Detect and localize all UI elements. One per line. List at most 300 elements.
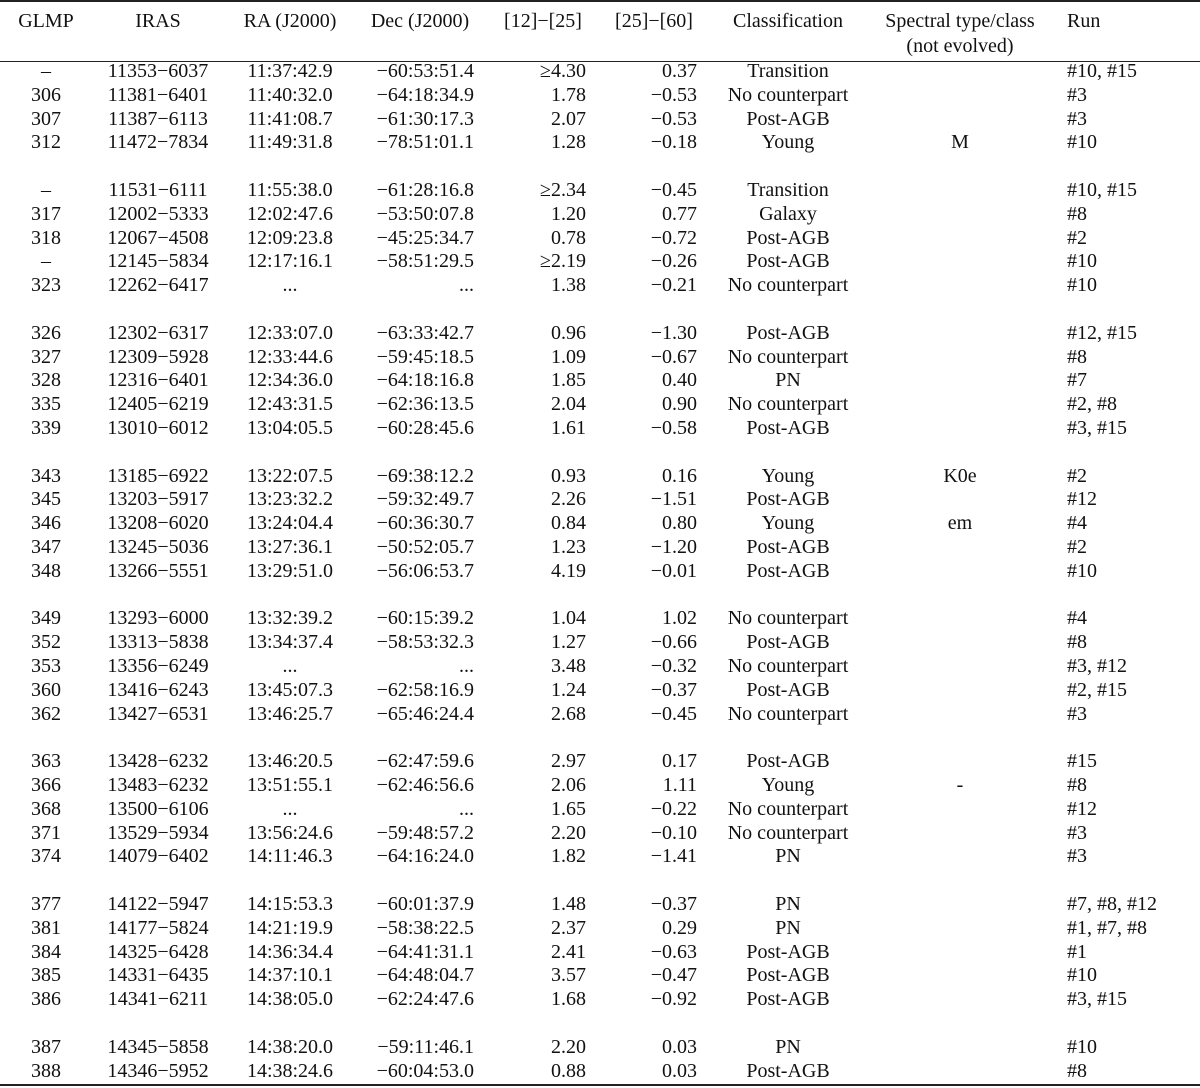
header-spectral-type: Spectral type/class [885, 10, 1035, 32]
classification-cell: Young [761, 464, 815, 487]
color-25-60-cell: −1.30 [650, 321, 697, 344]
run-cell: #3 [1067, 702, 1087, 725]
run-cell: #10, #15 [1067, 60, 1137, 82]
spectral-type-cell: K0e [943, 464, 977, 487]
dec-cell: −65:46:24.4 [376, 702, 474, 725]
glmp-cell: 343 [31, 464, 61, 487]
color-25-60-cell: 1.02 [662, 607, 697, 630]
glmp-cell: 352 [31, 631, 61, 654]
color-25-60-cell: −0.47 [650, 964, 697, 987]
iras-cell: 13428−6232 [107, 750, 209, 773]
iras-cell: 12067−4508 [107, 226, 209, 249]
color-12-25-cell: 1.20 [551, 202, 586, 225]
color-12-25-cell: 0.88 [551, 1059, 586, 1082]
classification-cell: Post-AGB [746, 1059, 830, 1082]
color-25-60-cell: 0.37 [662, 60, 697, 82]
ra-cell: ... [282, 655, 298, 677]
ra-cell: 14:15:53.3 [246, 893, 334, 915]
run-cell: #3 [1067, 845, 1087, 868]
run-cell: #8 [1067, 774, 1087, 796]
classification-cell: No counterpart [727, 702, 849, 725]
ra-cell: ... [282, 797, 298, 820]
ra-cell: 11:55:38.0 [247, 179, 333, 201]
color-12-25-cell: 4.19 [551, 559, 586, 582]
iras-cell: 13010−6012 [107, 417, 209, 439]
classification-cell: PN [775, 845, 801, 868]
classification-cell: Post-AGB [746, 559, 830, 582]
classification-cell: Transition [747, 179, 829, 201]
color-12-25-cell: 3.57 [551, 964, 586, 987]
classification-cell: Post-AGB [746, 988, 830, 1011]
glmp-cell: 326 [31, 321, 61, 344]
classification-cell: Post-AGB [746, 488, 830, 511]
color-25-60-cell: −0.66 [650, 631, 697, 654]
iras-cell: 14177−5824 [107, 916, 209, 939]
classification-cell: Post-AGB [746, 940, 830, 963]
ra-cell: 12:33:07.0 [246, 321, 334, 344]
color-12-25-cell: 2.20 [551, 821, 586, 844]
color-25-60-cell: −0.32 [650, 655, 697, 677]
iras-cell: 12302−6317 [107, 321, 209, 344]
dec-cell: −63:33:42.7 [376, 321, 474, 344]
iras-cell: 13483−6232 [107, 774, 209, 796]
run-cell: #12 [1067, 797, 1097, 820]
iras-cell: 13245−5036 [107, 536, 209, 558]
glmp-cell: 362 [31, 702, 61, 725]
iras-cell: 14341−6211 [107, 988, 209, 1011]
color-25-60-cell: −1.51 [650, 488, 697, 511]
iras-cell: 13185−6922 [107, 464, 209, 487]
classification-cell: Post-AGB [746, 250, 830, 273]
iras-cell: 14079−6402 [107, 845, 209, 868]
glmp-cell: 312 [31, 131, 61, 154]
color-12-25-cell: 1.85 [551, 369, 586, 392]
run-cell: #2, #8 [1067, 393, 1117, 416]
ra-cell: 13:45:07.3 [246, 678, 334, 701]
glmp-cell: 360 [31, 678, 61, 701]
color-25-60-cell: 0.16 [662, 464, 697, 487]
ra-cell: 13:46:20.5 [246, 750, 334, 773]
glmp-cell: 347 [31, 536, 61, 558]
dec-cell: −61:28:16.8 [376, 179, 474, 201]
iras-cell: 12309−5928 [107, 345, 209, 368]
dec-cell: −53:50:07.8 [376, 202, 474, 225]
ra-cell: 12:09:23.8 [246, 226, 334, 249]
glmp-cell: – [41, 179, 51, 201]
dec-cell: −64:16:24.0 [376, 845, 474, 868]
run-cell: #8 [1067, 1059, 1087, 1082]
ra-cell: 14:38:20.0 [246, 1035, 334, 1058]
run-cell: #8 [1067, 345, 1087, 368]
color-25-60-cell: −0.63 [650, 940, 697, 963]
classification-cell: No counterpart [727, 607, 849, 630]
color-25-60-cell: −0.18 [650, 131, 697, 154]
ra-cell: 13:51:55.1 [246, 774, 334, 796]
run-cell: #10 [1067, 274, 1097, 297]
top-rule [0, 0, 1200, 2]
iras-cell: 12405−6219 [107, 393, 209, 416]
glmp-cell: 386 [31, 988, 61, 1011]
color-12-25-cell: 1.78 [551, 83, 586, 106]
ra-cell: 12:43:31.5 [246, 393, 334, 416]
ra-cell: 13:23:32.2 [246, 488, 334, 511]
glmp-cell: – [41, 250, 51, 273]
color-12-25-cell: 1.38 [551, 274, 586, 297]
dec-cell: −62:24:47.6 [376, 988, 474, 1011]
iras-cell: 11387−6113 [108, 107, 208, 130]
glmp-cell: 317 [31, 202, 61, 225]
color-25-60-cell: 0.29 [662, 916, 697, 939]
run-cell: #1 [1067, 940, 1087, 963]
color-12-25-cell: 1.04 [551, 607, 586, 630]
run-cell: #10 [1067, 964, 1097, 987]
color-25-60-cell: 0.17 [662, 750, 697, 773]
classification-cell: Post-AGB [746, 226, 830, 249]
glmp-cell: 381 [31, 916, 61, 939]
header-25-60: [25]−[60] [615, 10, 693, 32]
color-12-25-cell: 2.07 [551, 107, 586, 130]
glmp-cell: 384 [31, 940, 61, 963]
iras-cell: 11472−7834 [107, 131, 209, 154]
glmp-cell: 387 [31, 1035, 61, 1058]
glmp-cell: 346 [31, 512, 61, 535]
glmp-cell: 368 [31, 797, 61, 820]
ra-cell: 13:32:39.2 [246, 607, 334, 630]
iras-cell: 11531−6111 [108, 179, 208, 201]
color-25-60-cell: 0.40 [662, 369, 697, 392]
glmp-cell: 327 [31, 345, 61, 368]
run-cell: #3 [1067, 83, 1087, 106]
header-glmp: GLMP [18, 10, 74, 32]
ra-cell: 11:49:31.8 [247, 131, 333, 154]
glmp-cell: – [41, 60, 51, 82]
color-12-25-cell: 2.04 [551, 393, 586, 416]
color-25-60-cell: −1.41 [650, 845, 697, 868]
classification-cell: Transition [747, 60, 829, 82]
classification-cell: No counterpart [727, 797, 849, 820]
header-run: Run [1067, 10, 1101, 32]
iras-cell: 12145−5834 [107, 250, 209, 273]
dec-cell: −64:18:16.8 [376, 369, 474, 392]
glmp-cell: 345 [31, 488, 61, 511]
iras-cell: 13313−5838 [107, 631, 209, 654]
run-cell: #12, #15 [1067, 321, 1137, 344]
color-12-25-cell: 1.23 [551, 536, 586, 558]
color-12-25-cell: 1.24 [551, 678, 586, 701]
glmp-cell: 307 [31, 107, 61, 130]
iras-cell: 12002−5333 [107, 202, 209, 225]
color-25-60-cell: −0.53 [650, 107, 697, 130]
classification-cell: Post-AGB [746, 417, 830, 439]
color-12-25-cell: ≥2.19 [540, 250, 586, 273]
ra-cell: 11:41:08.7 [247, 107, 333, 130]
iras-cell: 11353−6037 [107, 60, 209, 82]
glmp-cell: 353 [31, 655, 61, 677]
dec-cell: −64:48:04.7 [376, 964, 474, 987]
color-12-25-cell: 0.96 [551, 321, 586, 344]
iras-cell: 12316−6401 [107, 369, 209, 392]
iras-cell: 14122−5947 [107, 893, 209, 915]
iras-cell: 13529−5934 [107, 821, 209, 844]
color-12-25-cell: 1.28 [551, 131, 586, 154]
dec-cell: −78:51:01.1 [376, 131, 474, 154]
ra-cell: 14:38:05.0 [246, 988, 334, 1011]
color-12-25-cell: 2.97 [551, 750, 586, 773]
glmp-cell: 388 [31, 1059, 61, 1082]
color-25-60-cell: −0.22 [650, 797, 697, 820]
dec-cell: ... [459, 797, 474, 820]
ra-cell: 11:40:32.0 [247, 83, 333, 106]
color-12-25-cell: 3.48 [551, 655, 586, 677]
ra-cell: 13:46:25.7 [246, 702, 334, 725]
classification-cell: Galaxy [759, 202, 817, 225]
iras-cell: 13293−6000 [107, 607, 209, 630]
ra-cell: 12:33:44.6 [246, 345, 334, 368]
color-12-25-cell: 1.09 [551, 345, 586, 368]
classification-cell: Post-AGB [746, 631, 830, 654]
color-12-25-cell: 0.93 [551, 464, 586, 487]
glmp-cell: 366 [31, 774, 61, 796]
color-25-60-cell: −0.01 [650, 559, 697, 582]
classification-cell: PN [775, 916, 801, 939]
color-12-25-cell: 0.78 [551, 226, 586, 249]
color-12-25-cell: 1.27 [551, 631, 586, 654]
color-25-60-cell: −0.67 [650, 345, 697, 368]
run-cell: #2 [1067, 226, 1087, 249]
color-25-60-cell: −1.20 [650, 536, 697, 558]
dec-cell: −64:41:31.1 [376, 940, 474, 963]
classification-cell: No counterpart [727, 821, 849, 844]
color-25-60-cell: 0.90 [662, 393, 697, 416]
glmp-cell: 328 [31, 369, 61, 392]
color-12-25-cell: ≥4.30 [540, 60, 586, 82]
dec-cell: −59:48:57.2 [376, 821, 474, 844]
run-cell: #3 [1067, 821, 1087, 844]
dec-cell: −56:06:53.7 [376, 559, 474, 582]
classification-cell: PN [775, 369, 801, 392]
bottom-rule [0, 1084, 1200, 1086]
classification-cell: Young [761, 131, 815, 154]
dec-cell: −61:30:17.3 [376, 107, 474, 130]
iras-cell: 14325−6428 [107, 940, 209, 963]
color-12-25-cell: 1.65 [551, 797, 586, 820]
glmp-cell: 374 [31, 845, 61, 868]
ra-cell: 13:24:04.4 [246, 512, 334, 535]
ra-cell: 13:29:51.0 [246, 559, 334, 582]
color-12-25-cell: 2.06 [551, 774, 586, 796]
glmp-cell: 363 [31, 750, 61, 773]
glmp-cell: 339 [31, 417, 61, 439]
glmp-cell: 349 [31, 607, 61, 630]
run-cell: #10 [1067, 250, 1097, 273]
color-25-60-cell: 1.11 [662, 774, 697, 796]
classification-cell: No counterpart [727, 274, 849, 297]
color-12-25-cell: 2.20 [551, 1035, 586, 1058]
run-cell: #10 [1067, 131, 1097, 154]
run-cell: #3, #15 [1067, 417, 1127, 439]
dec-cell: −45:25:34.7 [376, 226, 474, 249]
dec-cell: −62:58:16.9 [376, 678, 474, 701]
iras-cell: 13427−6531 [107, 702, 209, 725]
classification-cell: Post-AGB [746, 678, 830, 701]
run-cell: #4 [1067, 512, 1087, 535]
iras-cell: 14346−5952 [107, 1059, 209, 1082]
color-25-60-cell: 0.03 [662, 1035, 697, 1058]
run-cell: #7 [1067, 369, 1087, 392]
color-12-25-cell: 2.26 [551, 488, 586, 511]
ra-cell: 14:11:46.3 [247, 845, 333, 868]
glmp-cell: 348 [31, 559, 61, 582]
dec-cell: −60:04:53.0 [376, 1059, 474, 1082]
run-cell: #10, #15 [1067, 179, 1137, 201]
ra-cell: 14:21:19.9 [246, 916, 334, 939]
iras-cell: 13356−6249 [107, 655, 209, 677]
classification-cell: No counterpart [727, 655, 849, 677]
header-iras: IRAS [135, 10, 181, 32]
color-12-25-cell: 1.48 [551, 893, 586, 915]
dec-cell: −62:46:56.6 [376, 774, 474, 796]
color-25-60-cell: −0.45 [650, 702, 697, 725]
run-cell: #3, #15 [1067, 988, 1127, 1011]
dec-cell: −60:53:51.4 [376, 60, 474, 82]
ra-cell: 13:22:07.5 [246, 464, 334, 487]
color-12-25-cell: 2.37 [551, 916, 586, 939]
ra-cell: 13:56:24.6 [246, 821, 334, 844]
color-12-25-cell: 1.61 [551, 417, 586, 439]
classification-cell: Post-AGB [746, 964, 830, 987]
glmp-cell: 385 [31, 964, 61, 987]
dec-cell: −69:38:12.2 [376, 464, 474, 487]
ra-cell: ... [282, 274, 298, 297]
ra-cell: 13:04:05.5 [246, 417, 334, 439]
color-25-60-cell: −0.45 [650, 179, 697, 201]
dec-cell: −59:11:46.1 [377, 1035, 474, 1058]
spectral-type-cell: M [951, 131, 969, 154]
iras-cell: 13208−6020 [107, 512, 209, 535]
run-cell: #4 [1067, 607, 1087, 630]
run-cell: #7, #8, #12 [1067, 893, 1157, 915]
glmp-cell: 318 [31, 226, 61, 249]
iras-cell: 13203−5917 [107, 488, 209, 511]
iras-cell: 13416−6243 [107, 678, 209, 701]
glmp-cell: 335 [31, 393, 61, 416]
run-cell: #8 [1067, 631, 1087, 654]
spectral-type-cell: em [947, 512, 973, 535]
iras-cell: 14331−6435 [107, 964, 209, 987]
header-12-25: [12]−[25] [504, 10, 582, 32]
dec-cell: ... [459, 274, 474, 297]
ra-cell: 13:34:37.4 [246, 631, 334, 654]
spectral-type-cell: - [956, 774, 964, 796]
run-cell: #3 [1067, 107, 1087, 130]
color-25-60-cell: −0.58 [650, 417, 697, 439]
glmp-cell: 323 [31, 274, 61, 297]
run-cell: #10 [1067, 1035, 1097, 1058]
color-25-60-cell: −0.53 [650, 83, 697, 106]
ra-cell: 14:36:34.4 [246, 940, 334, 963]
run-cell: #12 [1067, 488, 1097, 511]
header-dec: Dec (J2000) [370, 10, 470, 32]
dec-cell: −50:52:05.7 [376, 536, 474, 558]
ra-cell: 12:17:16.1 [246, 250, 334, 273]
run-cell: #2 [1067, 464, 1087, 487]
classification-cell: No counterpart [727, 393, 849, 416]
dec-cell: −64:18:34.9 [376, 83, 474, 106]
color-12-25-cell: 2.41 [551, 940, 586, 963]
ra-cell: 12:34:36.0 [246, 369, 334, 392]
iras-cell: 13500−6106 [107, 797, 209, 820]
color-25-60-cell: −0.21 [650, 274, 697, 297]
run-cell: #8 [1067, 202, 1087, 225]
dec-cell: −60:15:39.2 [376, 607, 474, 630]
run-cell: #2 [1067, 536, 1087, 558]
dec-cell: −60:28:45.6 [376, 417, 474, 439]
color-25-60-cell: −0.72 [650, 226, 697, 249]
classification-cell: PN [775, 893, 801, 915]
classification-cell: Young [761, 774, 815, 796]
dec-cell: −62:47:59.6 [376, 750, 474, 773]
dec-cell: −59:45:18.5 [376, 345, 474, 368]
run-cell: #1, #7, #8 [1067, 916, 1147, 939]
classification-cell: Post-AGB [746, 750, 830, 773]
color-12-25-cell: 1.68 [551, 988, 586, 1011]
iras-cell: 12262−6417 [107, 274, 209, 297]
color-12-25-cell: ≥2.34 [540, 179, 586, 201]
color-25-60-cell: −0.37 [650, 893, 697, 915]
color-25-60-cell: 0.03 [662, 1059, 697, 1082]
ra-cell: 13:27:36.1 [246, 536, 334, 558]
run-cell: #2, #15 [1067, 678, 1127, 701]
glmp-cell: 377 [31, 893, 61, 915]
ra-cell: 11:37:42.9 [247, 60, 333, 82]
ra-cell: 14:38:24.6 [246, 1059, 334, 1082]
color-12-25-cell: 0.84 [551, 512, 586, 535]
classification-cell: Young [761, 512, 815, 535]
color-25-60-cell: −0.26 [650, 250, 697, 273]
classification-cell: Post-AGB [746, 107, 830, 130]
dec-cell: −60:36:30.7 [376, 512, 474, 535]
classification-cell: Post-AGB [746, 321, 830, 344]
header-ra: RA (J2000) [243, 10, 337, 32]
dec-cell: −59:32:49.7 [376, 488, 474, 511]
run-cell: #15 [1067, 750, 1097, 773]
iras-cell: 14345−5858 [107, 1035, 209, 1058]
glmp-cell: 371 [31, 821, 61, 844]
color-12-25-cell: 1.82 [551, 845, 586, 868]
ra-cell: 12:02:47.6 [246, 202, 334, 225]
color-25-60-cell: −0.37 [650, 678, 697, 701]
color-25-60-cell: −0.92 [650, 988, 697, 1011]
iras-cell: 11381−6401 [107, 83, 209, 106]
classification-cell: PN [775, 1035, 801, 1058]
run-cell: #10 [1067, 559, 1097, 582]
color-25-60-cell: 0.80 [662, 512, 697, 535]
iras-cell: 13266−5551 [107, 559, 209, 582]
classification-cell: No counterpart [727, 83, 849, 106]
header-spectral-note: (not evolved) [906, 35, 1014, 57]
dec-cell: −60:01:37.9 [376, 893, 474, 915]
color-25-60-cell: −0.10 [650, 821, 697, 844]
ra-cell: 14:37:10.1 [246, 964, 334, 987]
dec-cell: −62:36:13.5 [376, 393, 474, 416]
glmp-cell: 306 [31, 83, 61, 106]
classification-cell: Post-AGB [746, 536, 830, 558]
color-25-60-cell: 0.77 [662, 202, 697, 225]
dec-cell: −58:38:22.5 [376, 916, 474, 939]
dec-cell: −58:53:32.3 [376, 631, 474, 654]
classification-cell: No counterpart [727, 345, 849, 368]
dec-cell: −58:51:29.5 [376, 250, 474, 273]
